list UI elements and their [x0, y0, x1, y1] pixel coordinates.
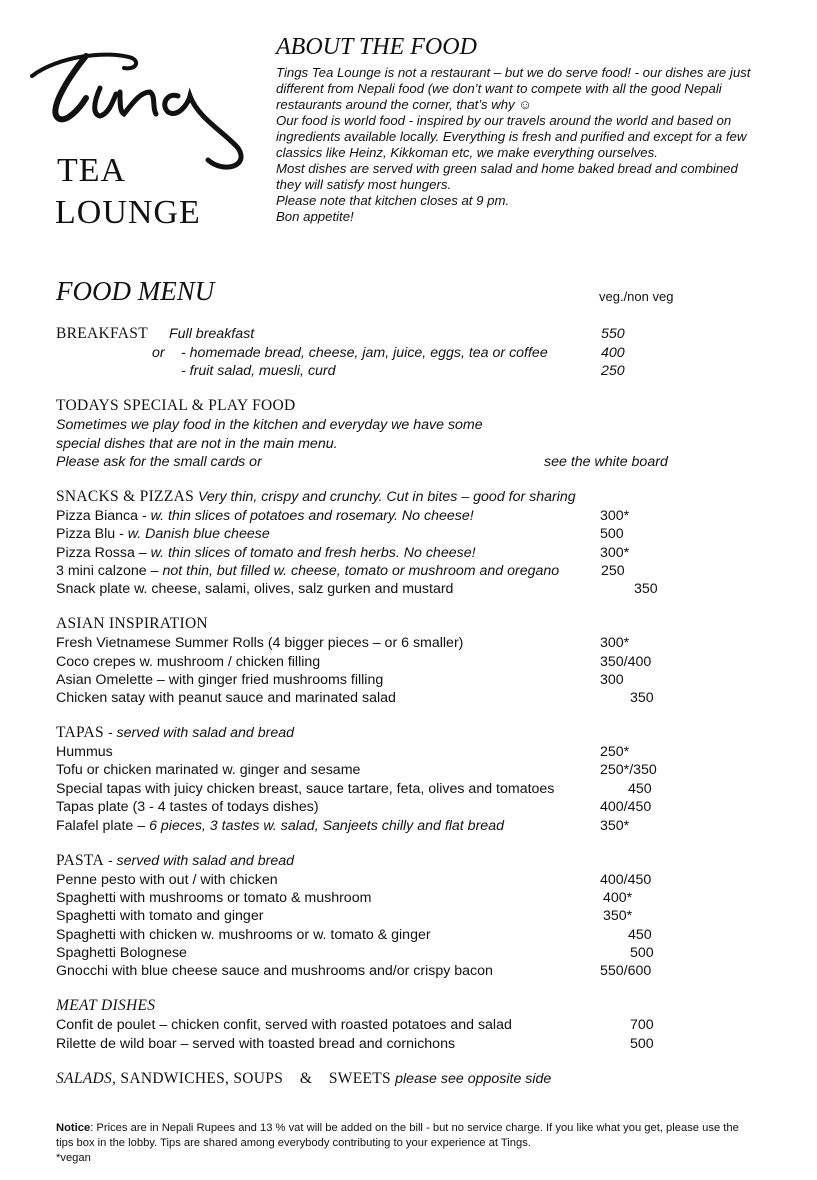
menu-item [0, 743, 817, 761]
item-price: 500 [630, 945, 654, 961]
special-row [0, 435, 817, 453]
item-name: Spaghetti with tomato and ginger [56, 908, 264, 924]
breakfast-option-row [0, 344, 817, 362]
item-name: Fresh Vietnamese Summer Rolls (4 bigger pieces – or 6 smaller) [56, 635, 464, 651]
breakfast-option: - homemade bread, cheese, jam, juice, eggs, tea or coffee [181, 345, 548, 361]
item-price: 400/450 [600, 872, 652, 888]
item-name: Coco crepes w. mushroom / chicken filling [56, 654, 321, 670]
menu-item [0, 525, 817, 543]
item-name: Penne pesto with out / with chicken [56, 872, 278, 888]
menu-item [0, 1016, 817, 1034]
item-price: 550/600 [600, 963, 652, 979]
special-white-board: see the white board [544, 454, 668, 470]
breakfast-row [0, 325, 817, 343]
vegan-note: *vegan [56, 1152, 91, 1164]
special-text: Sometimes we play food in the kitchen and everyday we have some [56, 417, 483, 433]
item-name: Falafel plate – [56, 818, 150, 834]
menu-item [0, 871, 817, 889]
pasta-heading: PASTA [56, 852, 104, 869]
menu-item [0, 634, 817, 652]
about-line: classics like Heinz, Kikkoman etc, we make everything ourselves. [276, 145, 658, 160]
pasta-heading-row [0, 852, 817, 870]
snacks-heading-row [0, 488, 817, 506]
about-line: Please note that kitchen closes at 9 pm. [276, 193, 510, 208]
meat-heading: MEAT DISHES [56, 997, 156, 1014]
menu-item [0, 562, 817, 580]
item-price: 350/400 [600, 654, 652, 670]
menu-item [0, 780, 817, 798]
menu-item [0, 907, 817, 925]
special-row [0, 453, 817, 471]
menu-item [0, 926, 817, 944]
notice-block [56, 1121, 756, 1166]
item-name: Confit de poulet – chicken confit, served with roasted potatoes and salad [56, 1017, 512, 1033]
special-text: special dishes that are not in the main menu. [56, 436, 338, 452]
about-line: ingredients available locally. Everything is fresh and purified and except for a few [276, 129, 747, 144]
about-line: they will satisfy most hungers. [276, 177, 452, 192]
menu-item [0, 817, 817, 835]
about-line: Most dishes are served with green salad and home baked bread and combined [276, 161, 738, 176]
item-price: 300* [600, 545, 630, 561]
item-price: 500 [600, 526, 624, 542]
menu-item [0, 653, 817, 671]
breakfast-or: or [152, 345, 165, 361]
snacks-note: Very thin, crispy and crunchy. Cut in bites – good for sharing [197, 489, 576, 505]
menu-item [0, 580, 817, 598]
item-desc: w. thin slices of potatoes and rosemary. No cheese! [150, 508, 474, 524]
veg-nonveg-label: veg./non veg [599, 289, 674, 304]
item-name: Hummus [56, 744, 113, 760]
breakfast-full-price: 550 [601, 326, 625, 342]
item-desc: not thin, but filled w. cheese, tomato or mushroom and oregano [162, 563, 560, 579]
item-desc: w. thin slices of tomato and fresh herbs. No cheese! [150, 545, 476, 561]
menu-item [0, 962, 817, 980]
item-price: 400/450 [600, 799, 652, 815]
item-name: Rilette de wild boar – served with toasted bread and cornichons [56, 1036, 456, 1052]
item-price: 450 [628, 927, 652, 943]
notice-text: : Prices are in Nepali Rupees and 13 % vat will be added on the bill - but no service charge. If you like what you get, please use the tips box in the lobby. Tips are shared among everybody contributing to your experience at Tings. [56, 1122, 739, 1149]
breakfast-option-price: 250 [601, 363, 625, 379]
menu-item [0, 889, 817, 907]
breakfast-option-row [0, 362, 817, 380]
item-price: 350* [600, 818, 630, 834]
item-name: Spaghetti Bolognese [56, 945, 187, 961]
logo-tea-text: TEA [57, 152, 127, 189]
special-heading: TODAYS SPECIAL & PLAY FOOD [56, 397, 296, 414]
item-price: 300* [600, 508, 630, 524]
item-desc: 6 pieces, 3 tastes w. salad, Sanjeets chilly and flat bread [149, 818, 504, 834]
item-price: 450 [628, 781, 652, 797]
breakfast-heading: BREAKFAST [56, 325, 148, 342]
item-price: 300* [600, 635, 630, 651]
about-line: Bon appetite! [276, 209, 354, 224]
about-line: restaurants around the corner, that’s why ☺ [276, 97, 532, 112]
item-price: 400* [603, 890, 633, 906]
item-name: Special tapas with juicy chicken breast, sauce tartare, feta, olives and tomatoes [56, 781, 555, 797]
item-name: Pizza Bianca - [56, 508, 151, 524]
special-heading-row [0, 397, 817, 415]
tapas-heading: TAPAS [56, 724, 104, 741]
item-price: 350* [603, 908, 633, 924]
food-menu-title: FOOD MENU [56, 276, 215, 306]
item-price: 700 [630, 1017, 654, 1033]
opposite-side-row [0, 1070, 817, 1088]
other-sections-heading: SANDWICHES, SOUPS & SWEETS [116, 1070, 396, 1087]
salads-heading: SALADS, [56, 1070, 117, 1087]
item-name: Gnocchi with blue cheese sauce and mushrooms and/or crispy bacon [56, 963, 493, 979]
item-name: 3 mini calzone – [56, 563, 163, 579]
about-line: Tings Tea Lounge is not a restaurant – but we do serve food! - our dishes are just [276, 65, 751, 80]
item-name: Tofu or chicken marinated w. ginger and sesame [56, 762, 361, 778]
item-price: 250* [600, 744, 630, 760]
item-name: Spaghetti with chicken w. mushrooms or w. tomato & ginger [56, 927, 431, 943]
menu-item [0, 761, 817, 779]
special-text: Please ask for the small cards or [56, 454, 262, 470]
snacks-heading: SNACKS & PIZZAS [56, 488, 194, 505]
item-price: 300 [600, 672, 624, 688]
meat-heading-row [0, 997, 817, 1015]
asian-heading: ASIAN INSPIRATION [56, 615, 208, 632]
notice-label: Notice [56, 1122, 91, 1134]
menu-item [0, 507, 817, 525]
item-name: Tapas plate (3 - 4 tastes of todays dishes) [56, 799, 319, 815]
item-name: Pizza Blu - [56, 526, 128, 542]
item-price: 250 [601, 563, 625, 579]
item-desc: w. Danish blue cheese [127, 526, 270, 542]
menu-item [0, 798, 817, 816]
asian-heading-row [0, 615, 817, 633]
special-row [0, 416, 817, 434]
breakfast-option-price: 400 [601, 345, 625, 361]
pasta-note: - served with salad and bread [107, 853, 295, 869]
menu-item [0, 944, 817, 962]
about-title: ABOUT THE FOOD [276, 34, 477, 60]
item-name: Spaghetti with mushrooms or tomato & mushroom [56, 890, 372, 906]
logo-lounge-text: LOUNGE [55, 194, 201, 231]
item-price: 350 [634, 581, 658, 597]
item-name: Pizza Rossa – [56, 545, 151, 561]
opposite-side-note: please see opposite side [395, 1071, 552, 1087]
menu-item [0, 671, 817, 689]
breakfast-full: Full breakfast [169, 326, 255, 342]
tapas-heading-row [0, 724, 817, 742]
menu-item [0, 689, 817, 707]
item-name: Snack plate w. cheese, salami, olives, salz gurken and mustard [56, 581, 454, 597]
breakfast-option: - fruit salad, muesli, curd [181, 363, 336, 379]
about-line: different from Nepali food (we don’t want to compete with all the good Nepali [276, 81, 722, 96]
item-price: 250*/350 [600, 762, 657, 778]
item-price: 350 [630, 690, 654, 706]
item-name: Asian Omelette – with ginger fried mushrooms filling [56, 672, 384, 688]
menu-item [0, 1035, 817, 1053]
item-price: 500 [630, 1036, 654, 1052]
item-name: Chicken satay with peanut sauce and marinated salad [56, 690, 396, 706]
menu-item [0, 544, 817, 562]
tapas-note: - served with salad and bread [107, 725, 295, 741]
about-line: Our food is world food - inspired by our travels around the world and based on [276, 113, 732, 128]
